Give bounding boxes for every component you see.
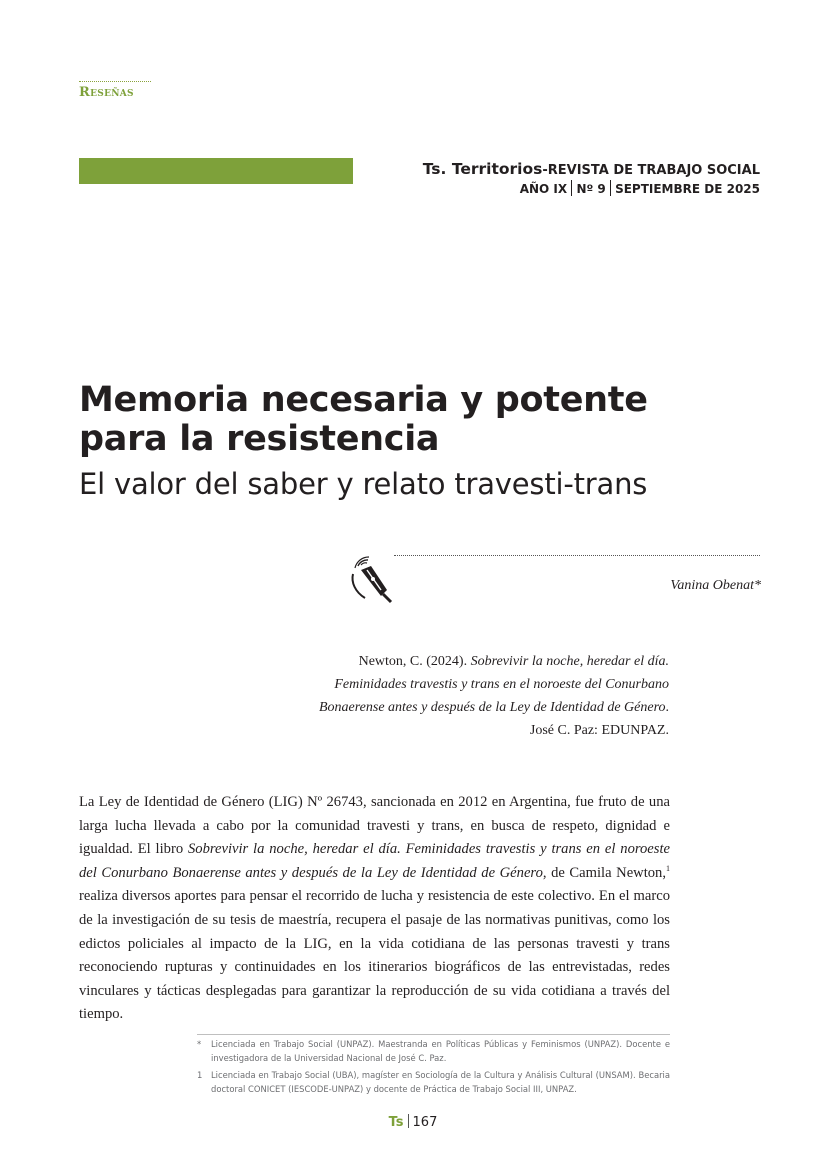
page-footer <box>0 1114 826 1130</box>
footnote-text: Licenciada en Trabajo Social (UBA), magíster en Sociología de la Cultura y Análisis Cultural (UNSAM). Becaria doctoral CONICET (IESCODE-UNPAZ) y docente de Práctica de Trabajo Social III, UNPAZ. <box>211 1070 670 1094</box>
body-text-segment: realiza diversos aportes para pensar el recorrido de lucha y resistencia de este colectivo. En el marco de la investigación de su tesis de maestría, recupera el pasaje de las normativas punitivas, como los edictos policiales al impacto de la LIG, en la vida cotidiana de las personas travesti y trans reconociendo rupturas y continuidades en los itinerarios biográficos de las entrevistadas, redes vinculares y tácticas desplegadas para garantizar la reproducción de su vida cotidiana a través del tiempo. <box>79 888 670 1023</box>
journal-header <box>423 160 760 196</box>
separator <box>408 1114 409 1128</box>
journal-name: Ts. Territorios <box>422 160 543 178</box>
footnote-reference[interactable]: 1 <box>666 863 671 873</box>
footnote <box>197 1068 670 1096</box>
footnote-rule <box>197 1034 670 1035</box>
article-subtitle: El valor del saber y relato travesti-trans <box>79 467 648 501</box>
separator <box>571 180 572 196</box>
author-rule <box>394 555 760 556</box>
journal-issue-line <box>423 180 760 196</box>
footnote <box>197 1037 670 1065</box>
section-label: Reseñas <box>79 85 134 100</box>
author-name: Vanina Obenat* <box>670 578 761 593</box>
footnote-mark: * <box>197 1039 202 1049</box>
book-reference <box>300 650 669 742</box>
footnote-text: Licenciada en Trabajo Social (UNPAZ). Maestranda en Políticas Públicas y Feminismos (UNPAZ). Docente e investigadora de la Universidad Nacional de José C. Paz. <box>211 1039 670 1063</box>
journal-title-line <box>423 160 760 178</box>
journal-year: AÑO IX <box>519 182 568 196</box>
journal-subtitle: -REVISTA DE TRABAJO SOCIAL <box>542 163 760 178</box>
body-text-segment: , de Camila Newton, <box>542 864 667 881</box>
footnote-mark: 1 <box>197 1070 203 1080</box>
fountain-pen-icon <box>347 556 395 604</box>
body-paragraph <box>79 791 670 1027</box>
reference-post: . José C. Paz: EDUNPAZ. <box>529 700 669 738</box>
header-accent-bar <box>79 158 353 184</box>
body-book-title: Sobrevivir la noche, heredar el día. Feminidades travestis y trans en el noroeste del Conurbano Bonaerense antes y después de la Ley de Identidad de Género <box>79 841 670 881</box>
journal-logo: Ts <box>388 1115 404 1130</box>
journal-number: Nº 9 <box>576 182 606 196</box>
article-title: Memoria necesaria y potente para la resistencia <box>79 380 648 459</box>
section-rule <box>79 81 151 82</box>
body-text-segment: La Ley de Identidad de Género (LIG) Nº 26743, sancionada en 2012 en Argentina, fue fruto de una larga lucha llevada a cabo por la comunidad travesti y trans, en busca de respeto, dignidad e igualdad. El libro <box>79 794 670 858</box>
separator <box>610 180 611 196</box>
page-number: 167 <box>412 1115 438 1130</box>
reference-book-title: Sobrevivir la noche, heredar el día. Feminidades travestis y trans en el noroeste del Conurbano Bonaerense antes y después de la Ley de Identidad de Género <box>318 654 669 715</box>
journal-date: SEPTIEMBRE DE 2025 <box>615 182 760 196</box>
reference-pre: Newton, C. (2024). <box>358 654 471 669</box>
